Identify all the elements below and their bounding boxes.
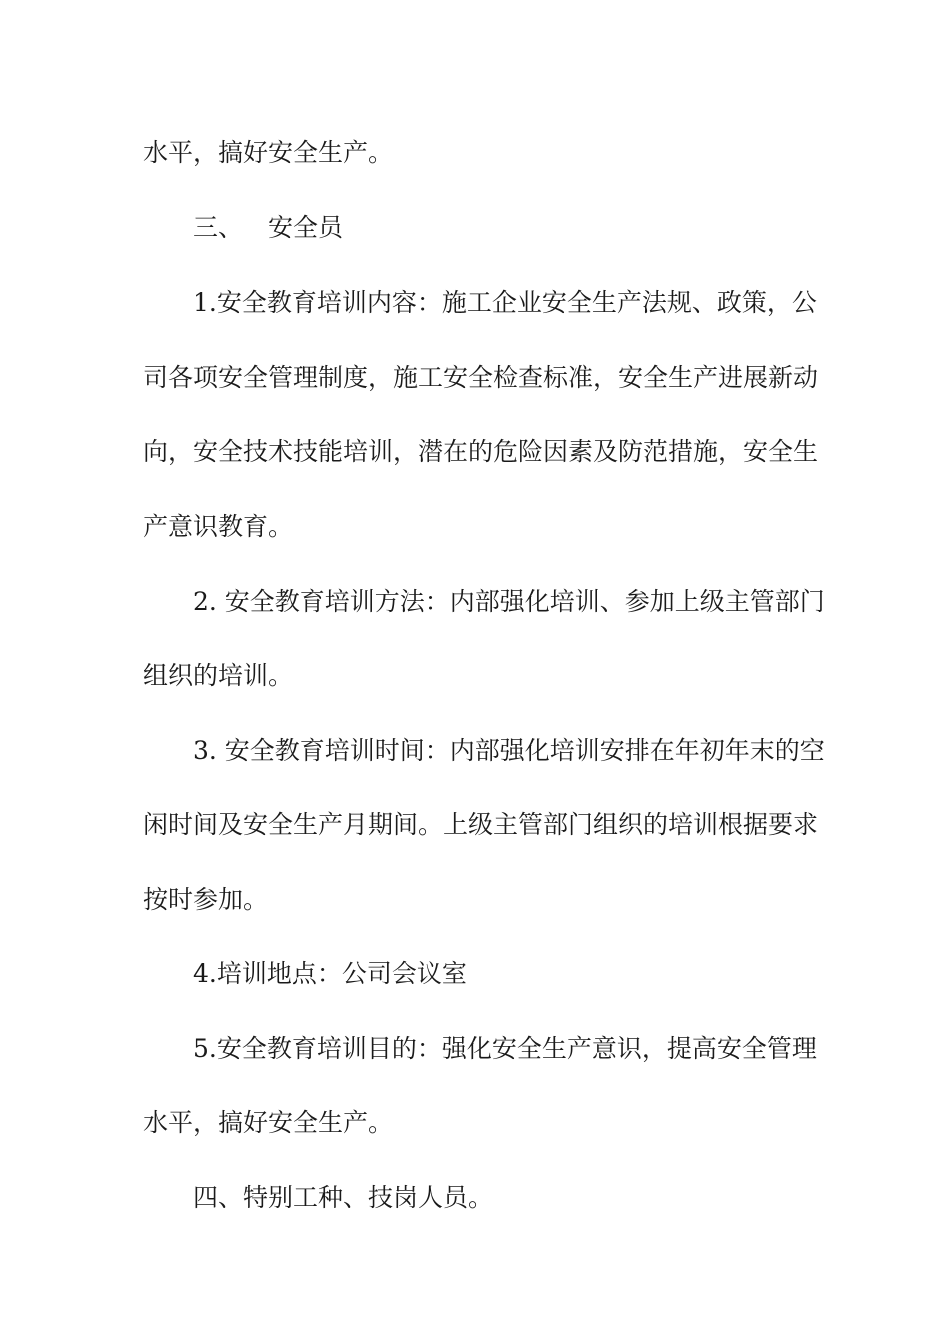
item-3-line-2: 闲时间及安全生产月期间。上级主管部门组织的培训根据要求 [143, 810, 819, 839]
section-heading-safety-officer [193, 213, 863, 243]
item-1-line-3: 向，安全技术技能培训，潜在的危险因素及防范措施，安全生 [143, 437, 819, 466]
paragraph-continuation-line: 水平，搞好安全生产。 [143, 138, 394, 167]
item-1-line-1: 1.安全教育培训内容：施工企业安全生产法规、政策，公 [193, 288, 817, 317]
item-1-line-4: 产意识教育。 [143, 512, 294, 541]
item-4-line-1: 4.培训地点：公司会议室 [193, 959, 467, 988]
section-title: 安全员 [268, 213, 344, 242]
item-5-line-1: 5.安全教育培训目的：强化安全生产意识，提高安全管理 [193, 1034, 817, 1063]
item-1-line-2: 司各项安全管理制度，施工安全检查标准，安全生产进展新动 [143, 363, 819, 392]
section-number: 三、 [193, 213, 244, 242]
item-3-line-1: 3. 安全教育培训时间：内部强化培训安排在年初年末的空 [193, 736, 825, 765]
section-heading-special-workers: 四、特别工种、技岗人员。 [193, 1183, 494, 1212]
item-3-line-3: 按时参加。 [143, 885, 269, 914]
item-2-line-1: 2. 安全教育培训方法：内部强化培训、参加上级主管部门 [193, 587, 825, 616]
item-2-line-2: 组织的培训。 [143, 661, 294, 690]
item-5-line-2: 水平，搞好安全生产。 [143, 1108, 394, 1137]
